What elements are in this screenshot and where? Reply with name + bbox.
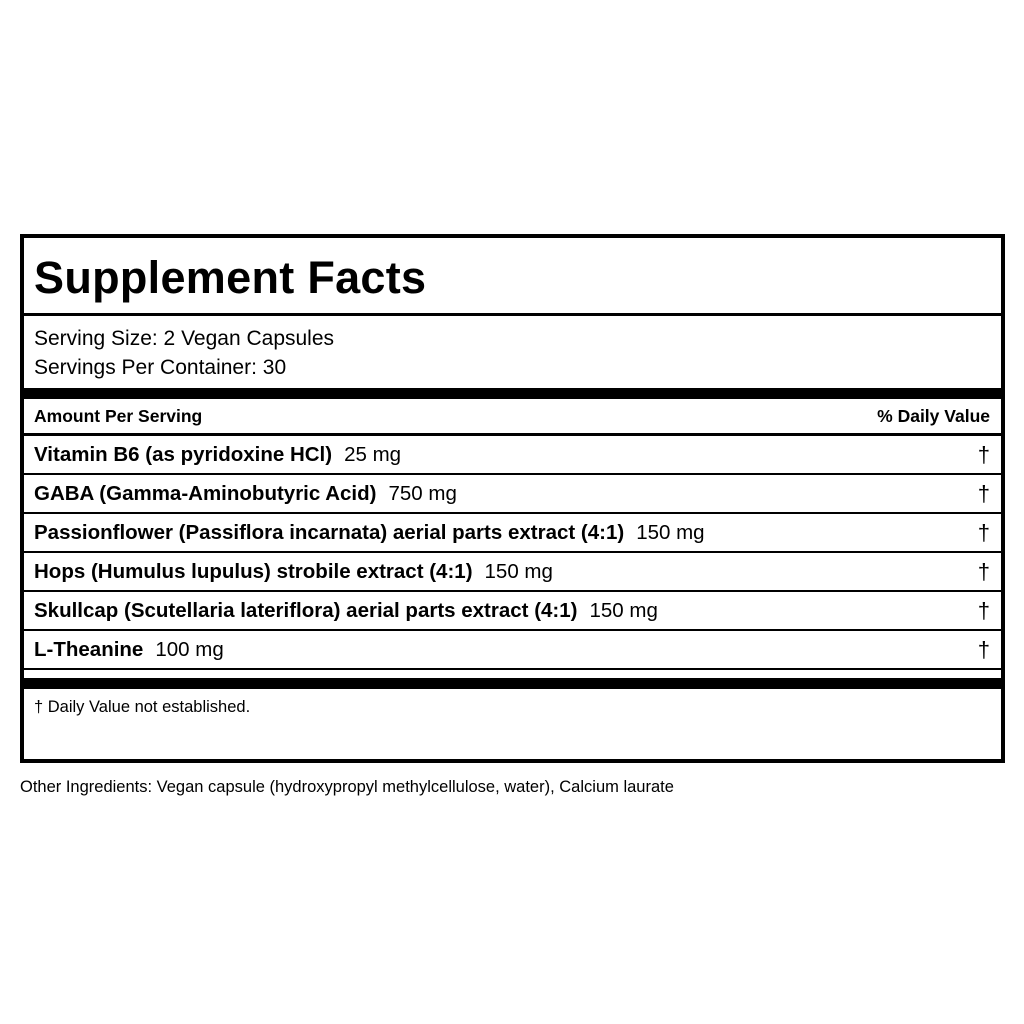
ingredient-name: GABA (Gamma-Aminobutyric Acid) bbox=[34, 482, 377, 505]
ingredient-name: Hops (Humulus lupulus) strobile extract (4:1) bbox=[34, 560, 473, 583]
daily-value-mark: † bbox=[977, 481, 990, 506]
daily-value-header: % Daily Value bbox=[877, 406, 990, 426]
ingredient-amount: 25 mg bbox=[344, 443, 402, 466]
other-ingredients: Other Ingredients: Vegan capsule (hydroxypropyl methylcellulose, water), Calcium laurate bbox=[20, 778, 674, 796]
ingredient-row bbox=[24, 553, 1001, 590]
thick-divider bbox=[24, 388, 1001, 399]
ingredient-amount: 150 mg bbox=[636, 521, 705, 544]
panel-title: Supplement Facts bbox=[34, 252, 427, 303]
ingredient-row bbox=[24, 631, 1001, 668]
daily-value-footnote: † Daily Value not established. bbox=[34, 698, 251, 716]
ingredient-amount: 150 mg bbox=[589, 599, 658, 622]
amount-per-serving-header: Amount Per Serving bbox=[34, 406, 203, 426]
ingredient-amount: 100 mg bbox=[155, 638, 224, 661]
divider bbox=[24, 313, 1001, 316]
serving-size: Serving Size: 2 Vegan Capsules bbox=[34, 327, 335, 350]
ingredient-name: Vitamin B6 (as pyridoxine HCl) bbox=[34, 443, 333, 466]
daily-value-mark: † bbox=[977, 598, 990, 623]
ingredient-name: L-Theanine bbox=[34, 638, 144, 661]
supplement-facts-panel bbox=[20, 234, 1005, 763]
ingredient-amount: 150 mg bbox=[484, 560, 553, 583]
ingredient-row bbox=[24, 514, 1001, 551]
thick-divider bbox=[24, 678, 1001, 689]
daily-value-mark: † bbox=[977, 559, 990, 584]
ingredient-row bbox=[24, 436, 1001, 473]
ingredient-name: Skullcap (Scutellaria lateriflora) aerial parts extract (4:1) bbox=[34, 599, 578, 622]
ingredient-row bbox=[24, 475, 1001, 512]
ingredient-name: Passionflower (Passiflora incarnata) aerial parts extract (4:1) bbox=[34, 521, 625, 544]
servings-per-container: Servings Per Container: 30 bbox=[34, 356, 287, 379]
row-divider bbox=[24, 668, 1001, 670]
daily-value-mark: † bbox=[977, 637, 990, 662]
daily-value-mark: † bbox=[977, 520, 990, 545]
ingredient-row bbox=[24, 592, 1001, 629]
ingredient-amount: 750 mg bbox=[388, 482, 457, 505]
daily-value-mark: † bbox=[977, 442, 990, 467]
